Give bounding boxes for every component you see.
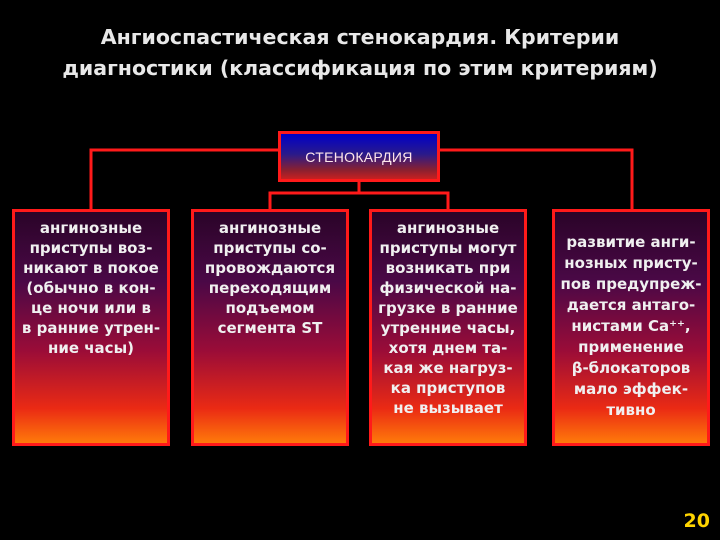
criteria-box-4 — [552, 209, 710, 446]
criteria-box-2-line: провождаются — [204, 259, 336, 277]
criteria-box-3-line: не вызывает — [393, 399, 503, 417]
criteria-box-3-line: возникать при — [385, 259, 511, 277]
criteria-box-1-line: никают в покое — [23, 259, 159, 277]
connector-outer-right — [440, 150, 632, 209]
criteria-box-2-line: сегмента ST — [217, 319, 323, 337]
page-number: 20 — [683, 510, 710, 532]
criteria-box-2-line: подъемом — [225, 299, 315, 317]
criteria-box-4-line: нозных присту- — [564, 254, 698, 272]
root-node-stenocardia — [278, 131, 440, 182]
criteria-box-4-line: нистами Ca⁺⁺, — [571, 317, 691, 335]
criteria-box-2 — [191, 209, 349, 446]
criteria-box-4-line: дается антаго- — [566, 296, 696, 314]
criteria-box-4-line: мало эффек- — [573, 380, 689, 398]
criteria-box-1-line: це ночи или в — [31, 299, 151, 317]
criteria-box-3-line: утренние часы, — [380, 319, 516, 337]
criteria-box-3-line: хотя днем та- — [388, 339, 508, 357]
criteria-box-4-line: β-блокаторов — [571, 359, 691, 377]
criteria-box-3-line: ка приступов — [390, 379, 506, 397]
criteria-box-4-line: пов предупреж- — [560, 275, 702, 293]
criteria-box-3 — [369, 209, 527, 446]
criteria-box-1-line: ние часы) — [47, 339, 134, 357]
criteria-box-3-line: физической на- — [379, 279, 517, 297]
criteria-box-1-line: приступы воз- — [29, 239, 153, 257]
criteria-box-1-line: в ранние утрен- — [21, 319, 161, 337]
criteria-box-1 — [12, 209, 170, 446]
connector-inner — [270, 193, 448, 209]
criteria-box-4-line: развитие анги- — [566, 233, 696, 251]
criteria-box-2-line: ангинозные — [218, 219, 322, 237]
slide-title-line-2: диагностики (классификация по этим критериям) — [62, 56, 658, 80]
criteria-box-3-line: кая же нагруз- — [383, 359, 513, 377]
criteria-box-3-line: приступы могут — [379, 239, 517, 257]
criteria-box-3-line: ангинозные — [396, 219, 500, 237]
criteria-box-1-line: ангинозные — [39, 219, 143, 237]
criteria-box-1-line: (обычно в кон- — [26, 279, 156, 297]
criteria-box-4-line: тивно — [606, 401, 656, 419]
connector-outer — [91, 150, 278, 209]
criteria-box-2-line: переходящим — [208, 279, 332, 297]
criteria-box-4-line: применение — [578, 338, 684, 356]
criteria-box-3-line: грузке в ранние — [378, 299, 518, 317]
criteria-box-2-line: приступы со- — [213, 239, 327, 257]
slide-title-line-1: Ангиоспастическая стенокардия. Критерии — [100, 25, 620, 49]
root-node-label: СТЕНОКАРДИЯ — [305, 148, 413, 165]
